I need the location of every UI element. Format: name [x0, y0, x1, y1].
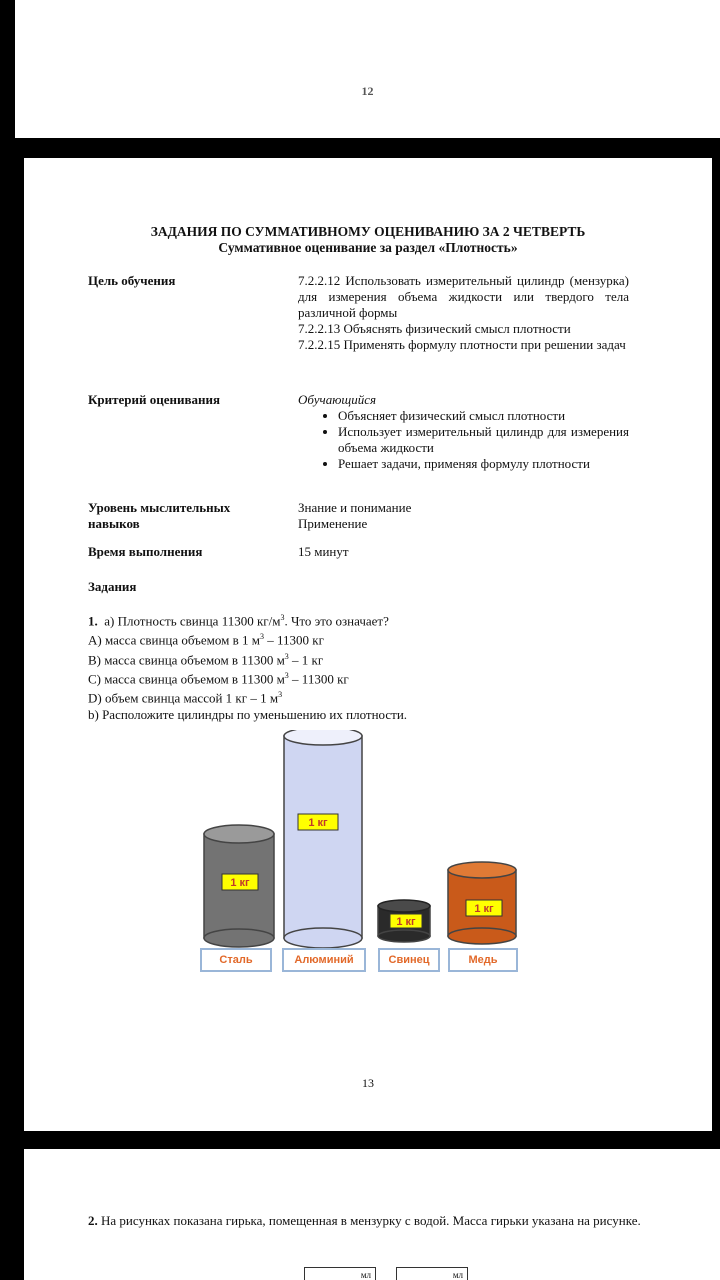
- cylinder-body: [284, 736, 362, 938]
- criteria-lead: Обучающийся: [298, 392, 377, 407]
- superscript: 3: [260, 632, 264, 642]
- cylinder-base: [284, 928, 362, 948]
- cylinder-label-copper: Медь: [448, 948, 518, 972]
- mass-tag-label: 1 кг: [474, 903, 494, 915]
- criteria-item: • Объясняет физический смысл плотности: [338, 408, 629, 424]
- question-number: 1.: [88, 613, 98, 629]
- question-text-tail: . Что это означает?: [284, 613, 389, 629]
- option-text: C) масса свинца объемом в 11300 м: [88, 671, 285, 687]
- question-1: [88, 610, 648, 707]
- goal-label: Цель обучения: [88, 273, 176, 288]
- cylinder-top: [284, 730, 362, 745]
- cylinder-base: [378, 930, 430, 942]
- mass-tag-label: 1 кг: [308, 817, 328, 829]
- question-text: a) Плотность свинца 11300 кг/м: [104, 613, 281, 629]
- skills-label: Уровень мыслительных навыков: [88, 500, 231, 531]
- superscript: 3: [278, 690, 283, 700]
- tasks-heading: Задания: [88, 579, 137, 594]
- cylinder-steel: [204, 825, 274, 947]
- goal-line: 7.2.2.12 Использовать измерительный цилиндр (мензурка) для измерения объема жидкости или твердого тела различной формы: [298, 273, 629, 320]
- criteria-item: • Решает задачи, применяя формулу плотности: [338, 456, 629, 472]
- option-text: A) масса свинца объемом в 1 м: [88, 632, 260, 648]
- subtitle-line: Суммативное оценивание за раздел «Плотность»: [218, 240, 518, 255]
- page-13: [24, 158, 712, 1131]
- cylinder-top: [378, 900, 430, 912]
- criteria-item: • Использует измерительный цилиндр для измерения объема жидкости: [338, 424, 629, 456]
- cylinder-top: [204, 825, 274, 843]
- criteria-label: Критерий оценивания: [88, 392, 221, 407]
- goal-line: 7.2.2.13 Объяснять физический смысл плотности: [298, 321, 571, 336]
- question-2: [88, 1213, 648, 1229]
- question-1b: b) Расположите цилиндры по уменьшению их плотности.: [88, 707, 408, 722]
- time-label: Время выполнения: [88, 544, 203, 559]
- question-text: На рисунках показана гирька, помещенная в мензурку с водой. Масса гирьки указана на рисунке.: [97, 1213, 641, 1228]
- beaker-unit-label: мл: [396, 1267, 468, 1280]
- cylinders-illustration: [200, 730, 524, 972]
- option-text: B) масса свинца объемом в 11300 м: [88, 651, 285, 667]
- answer-option: [88, 687, 648, 706]
- superscript: 3: [284, 651, 289, 661]
- question-number: 2.: [88, 1213, 98, 1228]
- title-line: ЗАДАНИЯ ПО СУММАТИВНОМУ ОЦЕНИВАНИЮ ЗА 2 ЧЕТВЕРТЬ: [150, 224, 586, 239]
- cylinder-label-steel: Сталь: [200, 948, 272, 972]
- page-number: 13: [362, 1076, 374, 1090]
- mass-tag-label: 1 кг: [396, 916, 416, 928]
- skills-line: Применение: [298, 516, 368, 531]
- skills-value: [298, 500, 629, 532]
- goal-value: [298, 273, 629, 353]
- cylinder-aluminium: [284, 730, 362, 948]
- option-text: – 11300 кг: [264, 632, 324, 648]
- document-title: [24, 224, 712, 256]
- answer-option: [88, 668, 648, 687]
- answer-option: [88, 649, 648, 668]
- option-text: D) объем свинца массой 1 кг – 1 м: [88, 690, 279, 706]
- cylinders-figure: [200, 730, 524, 972]
- cylinder-base: [448, 928, 516, 944]
- mass-tag-label: 1 кг: [230, 877, 250, 889]
- answer-option: [88, 629, 648, 648]
- time-value: 15 минут: [298, 544, 349, 559]
- page-12: [15, 0, 720, 138]
- page-number: 12: [361, 84, 374, 98]
- skills-line: Знание и понимание: [298, 500, 412, 515]
- cylinder-copper: [448, 862, 516, 944]
- cylinder-base: [204, 929, 274, 947]
- cylinder-label-lead: Свинец: [378, 948, 440, 972]
- page-14: [24, 1149, 720, 1280]
- option-text: – 1 кг: [288, 651, 324, 667]
- cylinder-top: [448, 862, 516, 878]
- cylinder-lead: [378, 900, 430, 942]
- criteria-value: [298, 392, 629, 472]
- criteria-list: [298, 408, 629, 472]
- goal-line: 7.2.2.15 Применять формулу плотности при решении задач: [298, 337, 626, 352]
- superscript: 3: [280, 613, 285, 622]
- option-text: – 11300 кг: [288, 671, 349, 687]
- beaker-unit-label: мл: [304, 1267, 376, 1280]
- superscript: 3: [284, 670, 289, 680]
- cylinder-label-aluminium: Алюминий: [282, 948, 366, 972]
